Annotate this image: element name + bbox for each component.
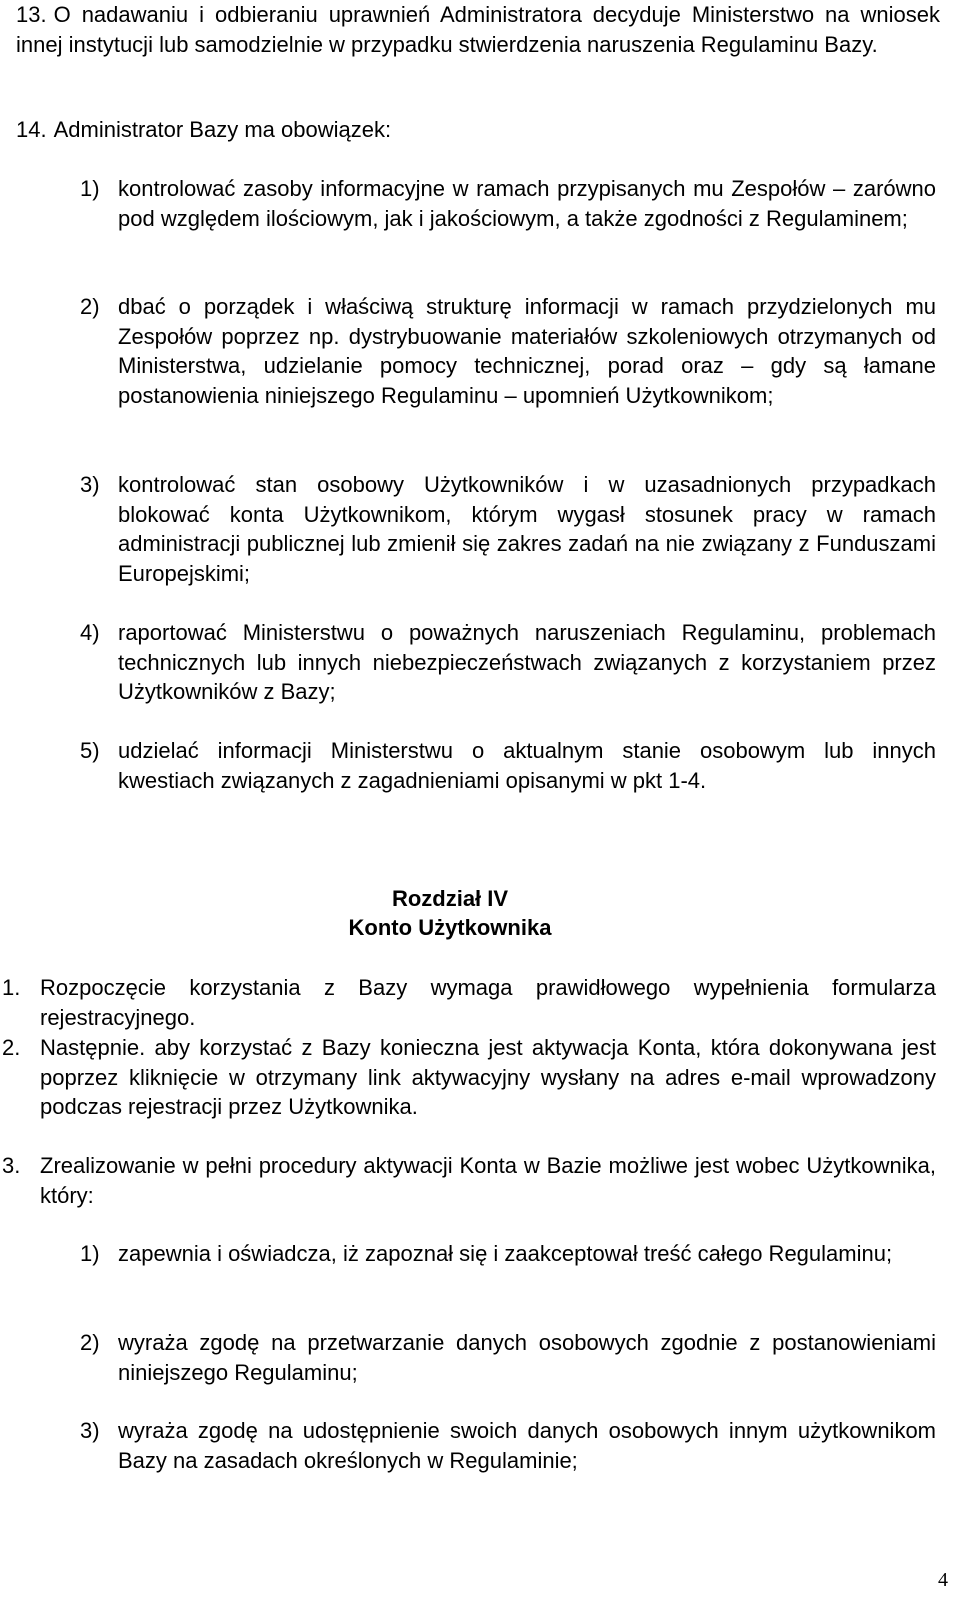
item-14-2-text: dbać o porządek i właściwą strukturę informacji w ramach przydzielonych mu Zespołów poprzez np. dystrybuowanie materiałów szkoleniowych otrzymanych od Ministerstwa, udzielanie pomocy technicznej, porad oraz – gdy są łamane postanowienia niniejszego Regulaminu – upomnień Użytkownikom; xyxy=(118,294,936,408)
item-14-3-number: 3) xyxy=(80,472,100,497)
point-13-number: 13. xyxy=(16,2,47,27)
chapter-point-1-text: Rozpoczęcie korzystania z Bazy wymaga prawidłowego wypełnienia formularza rejestracyjnego. xyxy=(40,975,936,1030)
item-14-4-number: 4) xyxy=(80,620,100,645)
item-14-1-number: 1) xyxy=(80,176,100,201)
item-14-3-text: kontrolować stan osobowy Użytkowników i w uzasadnionych przypadkach blokować konta Użytkownikom, którym wygasł stosunek pracy w ramach administracji publicznej lub zmienił się zakres zadań na nie związany z Funduszami Europejskimi; xyxy=(118,472,936,586)
point-14-text: Administrator Bazy ma obowiązek: xyxy=(53,117,392,142)
sub-item-3-3-number: 3) xyxy=(80,1418,100,1443)
chapter-point-1-number: 1. xyxy=(2,975,21,1000)
chapter-point-2-text: Następnie. aby korzystać z Bazy konieczna jest aktywacja Konta, która dokonywana jest poprzez kliknięcie w otrzymany link aktywacyjny wysłany na adres e-mail wprowadzony podczas rejestracji przez Użytkownika. xyxy=(40,1035,936,1119)
item-14-2-number: 2) xyxy=(80,294,100,319)
page-number: 4 xyxy=(938,1569,948,1591)
chapter-subtitle: Konto Użytkownika xyxy=(348,915,552,940)
sub-item-3-3-text: wyraża zgodę na udostępnienie swoich danych osobowych innym użytkownikom Bazy na zasadach określonych w Regulaminie; xyxy=(118,1418,936,1473)
item-14-5-number: 5) xyxy=(80,738,100,763)
sub-item-3-2-text: wyraża zgodę na przetwarzanie danych osobowych zgodnie z postanowieniami niniejszego Regulaminu; xyxy=(118,1330,936,1385)
point-13 xyxy=(16,0,940,59)
item-14-4-text: raportować Ministerstwu o poważnych naruszeniach Regulaminu, problemach technicznych lub innych niebezpieczeństwach związanych z korzystaniem przez Użytkowników z Bazy; xyxy=(118,620,936,704)
point-14 xyxy=(16,115,940,145)
chapter-title: Rozdział IV xyxy=(391,886,509,911)
point-14-number: 14. xyxy=(16,117,47,142)
chapter-point-3-number: 3. xyxy=(2,1153,21,1178)
point-13-text: O nadawaniu i odbieraniu uprawnień Administratora decyduje Ministerstwo na wniosek innej instytucji lub samodzielnie w przypadku stwierdzenia naruszenia Regulaminu Bazy. xyxy=(16,2,940,57)
chapter-point-2-number: 2. xyxy=(2,1035,21,1060)
sub-item-3-1-text: zapewnia i oświadcza, iż zapoznał się i zaakceptował treść całego Regulaminu; xyxy=(118,1241,893,1266)
sub-item-3-1-number: 1) xyxy=(80,1241,100,1266)
sub-item-3-2-number: 2) xyxy=(80,1330,100,1355)
item-14-1-text: kontrolować zasoby informacyjne w ramach przypisanych mu Zespołów – zarówno pod względem ilościowym, jak i jakościowym, a także zgodności z Regulaminem; xyxy=(118,176,936,231)
chapter-point-3-text: Zrealizowanie w pełni procedury aktywacji Konta w Bazie możliwe jest wobec Użytkownika, który: xyxy=(40,1153,936,1208)
item-14-5-text: udzielać informacji Ministerstwu o aktualnym stanie osobowym lub innych kwestiach związanych z zagadnieniami opisanymi w pkt 1-4. xyxy=(118,738,936,793)
